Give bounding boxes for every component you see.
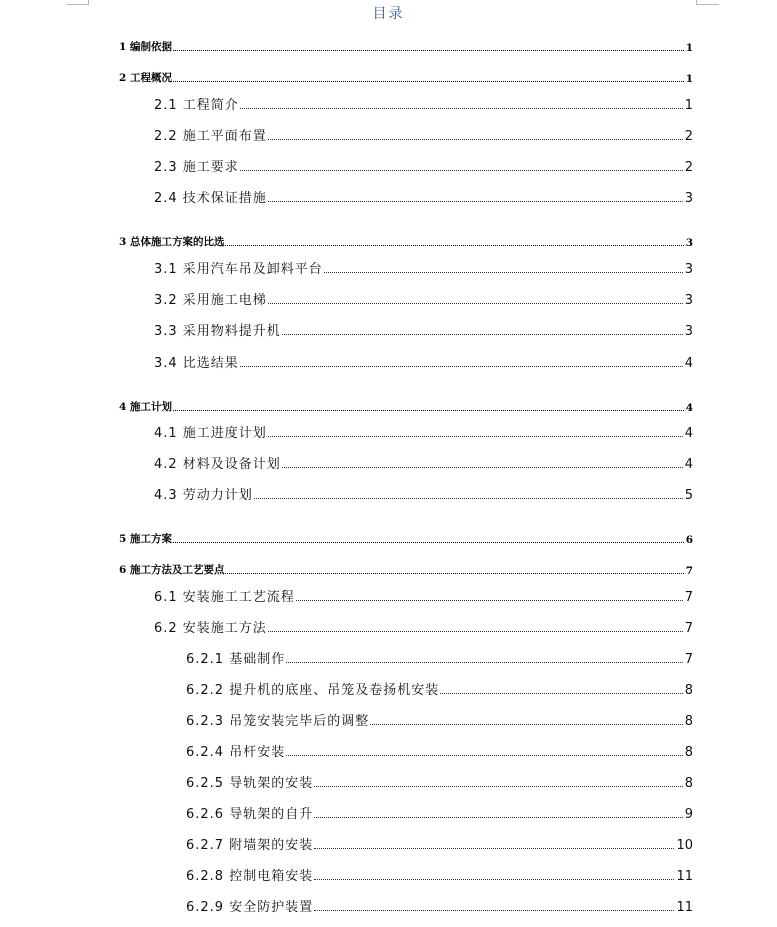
toc-entry[interactable] xyxy=(154,93,693,113)
dot-leader xyxy=(225,573,683,574)
dot-leader xyxy=(296,600,683,601)
toc-entry-page: 8 xyxy=(684,745,693,760)
dot-leader xyxy=(240,170,683,171)
dot-leader xyxy=(173,410,684,411)
dot-leader xyxy=(240,366,683,367)
toc-entry[interactable] xyxy=(119,526,693,546)
toc-entry-text: 5 施工方案 xyxy=(119,533,172,545)
dot-leader xyxy=(268,436,683,437)
dot-leader xyxy=(314,910,674,911)
toc-entry-text: 6.2.8 控制电箱安装 xyxy=(186,869,314,884)
toc-entry[interactable] xyxy=(154,288,693,308)
dot-leader xyxy=(370,724,683,725)
toc-entry[interactable] xyxy=(186,771,693,791)
dot-leader xyxy=(314,848,674,849)
dot-leader xyxy=(240,108,683,109)
toc-entry-text: 6.2.2 提升机的底座、吊笼及卷扬机安装 xyxy=(186,683,440,698)
toc-entry-text: 2.4 技术保证措施 xyxy=(154,191,267,206)
toc-entry[interactable] xyxy=(154,483,693,503)
toc-entry-text: 1 编制依据 xyxy=(119,41,172,53)
toc-entry-text: 3.3 采用物料提升机 xyxy=(154,324,281,339)
toc-entry[interactable] xyxy=(186,895,693,915)
toc-entry[interactable] xyxy=(154,351,693,371)
dot-leader xyxy=(254,498,683,499)
toc-entry[interactable] xyxy=(154,155,693,175)
dot-leader xyxy=(268,631,683,632)
toc-entry[interactable] xyxy=(186,647,693,667)
dot-leader xyxy=(268,201,683,202)
toc-entry-page: 3 xyxy=(685,237,693,249)
toc-entry-page: 7 xyxy=(684,621,693,636)
toc-entry[interactable] xyxy=(186,740,693,760)
toc-entry-text: 6.2.1 基础制作 xyxy=(186,652,286,667)
toc-entry-page: 3 xyxy=(684,262,693,277)
toc-title: 目录 xyxy=(372,6,405,22)
toc-entry[interactable] xyxy=(186,864,693,884)
toc-entry-page: 3 xyxy=(684,191,693,206)
toc-entry[interactable] xyxy=(186,678,693,698)
dot-leader xyxy=(268,303,683,304)
toc-entry[interactable] xyxy=(186,709,693,729)
toc-entry-page: 3 xyxy=(684,293,693,308)
toc-entry-text: 3.1 采用汽车吊及卸料平台 xyxy=(154,262,323,277)
dot-leader xyxy=(268,139,683,140)
toc-entry-page: 1 xyxy=(684,98,693,113)
toc-entry[interactable] xyxy=(119,557,693,577)
toc-entry-page: 5 xyxy=(684,488,693,503)
toc-entry-text: 6.2.6 导轨架的自升 xyxy=(186,807,314,822)
toc-entry-page: 3 xyxy=(684,324,693,339)
toc-entry-page: 11 xyxy=(676,900,693,915)
toc-entry-text: 4.2 材料及设备计划 xyxy=(154,457,281,472)
dot-leader xyxy=(173,542,684,543)
toc-entry-text: 6.2.5 导轨架的安装 xyxy=(186,776,314,791)
toc-entry[interactable] xyxy=(154,585,693,605)
toc-entry-page: 7 xyxy=(684,652,693,667)
dot-leader xyxy=(440,693,683,694)
toc-entry-text: 4.3 劳动力计划 xyxy=(154,488,253,503)
toc-entry-text: 3.2 采用施工电梯 xyxy=(154,293,267,308)
toc-entry-page: 4 xyxy=(684,457,693,472)
toc-entry[interactable] xyxy=(119,394,693,414)
toc-entry-page: 6 xyxy=(685,534,693,546)
toc-entry-text: 6.2.9 安全防护装置 xyxy=(186,900,314,915)
toc-entry-text: 2.3 施工要求 xyxy=(154,160,239,175)
toc-entry[interactable] xyxy=(154,452,693,472)
toc-entry-page: 2 xyxy=(684,129,693,144)
toc-entry-page: 9 xyxy=(684,807,693,822)
dot-leader xyxy=(173,81,684,82)
dot-leader xyxy=(314,817,683,818)
toc-entry[interactable] xyxy=(154,257,693,277)
toc-entry[interactable] xyxy=(119,65,693,85)
toc-entry-text: 3 总体施工方案的比选 xyxy=(119,236,225,248)
toc-entry[interactable] xyxy=(154,319,693,339)
dot-leader xyxy=(282,334,683,335)
toc-entry[interactable] xyxy=(186,802,693,822)
toc-entry[interactable] xyxy=(186,833,693,853)
dot-leader xyxy=(286,755,683,756)
toc-entry-text: 6 施工方法及工艺要点 xyxy=(119,564,225,576)
toc-entry-text: 2 工程概况 xyxy=(119,72,172,84)
toc-entry-page: 7 xyxy=(685,565,693,577)
toc-entry-page: 8 xyxy=(684,683,693,698)
toc-entry-page: 8 xyxy=(684,714,693,729)
toc-entry-page: 2 xyxy=(684,160,693,175)
dot-leader xyxy=(282,467,683,468)
toc-entry[interactable] xyxy=(154,421,693,441)
dot-leader xyxy=(314,879,674,880)
toc-entry-text: 6.2.7 附墙架的安装 xyxy=(186,838,314,853)
toc-entry-text: 2.1 工程简介 xyxy=(154,98,239,113)
toc-entry[interactable] xyxy=(154,124,693,144)
toc-entry-text: 6.1 安装施工工艺流程 xyxy=(154,590,295,605)
toc-entry-page: 4 xyxy=(685,402,693,414)
toc-entry-text: 2.2 施工平面布置 xyxy=(154,129,267,144)
toc-entry-page: 1 xyxy=(685,42,693,54)
toc-entry-page: 11 xyxy=(676,869,693,884)
toc-entry[interactable] xyxy=(154,186,693,206)
dot-leader xyxy=(314,786,683,787)
toc-entry-text: 6.2.3 吊笼安装完毕后的调整 xyxy=(186,714,370,729)
dot-leader xyxy=(225,245,683,246)
toc-entry-text: 6.2.4 吊杆安装 xyxy=(186,745,286,760)
dot-leader xyxy=(286,662,683,663)
toc-entry-page: 4 xyxy=(684,356,693,371)
toc-entry-page: 10 xyxy=(676,838,693,853)
toc-entry[interactable] xyxy=(154,616,693,636)
toc-entry-page: 4 xyxy=(684,426,693,441)
toc-entry-text: 4.1 施工进度计划 xyxy=(154,426,267,441)
toc-entry-text: 6.2 安装施工方法 xyxy=(154,621,267,636)
toc-entry-page: 8 xyxy=(684,776,693,791)
toc-entry-text: 4 施工计划 xyxy=(119,401,172,413)
toc-entry-text: 3.4 比选结果 xyxy=(154,356,239,371)
toc-entry[interactable] xyxy=(119,34,693,54)
toc-entry-page: 1 xyxy=(685,73,693,85)
dot-leader xyxy=(173,50,684,51)
toc-entry[interactable] xyxy=(119,229,693,249)
dot-leader xyxy=(324,272,683,273)
toc-entry-page: 7 xyxy=(684,590,693,605)
